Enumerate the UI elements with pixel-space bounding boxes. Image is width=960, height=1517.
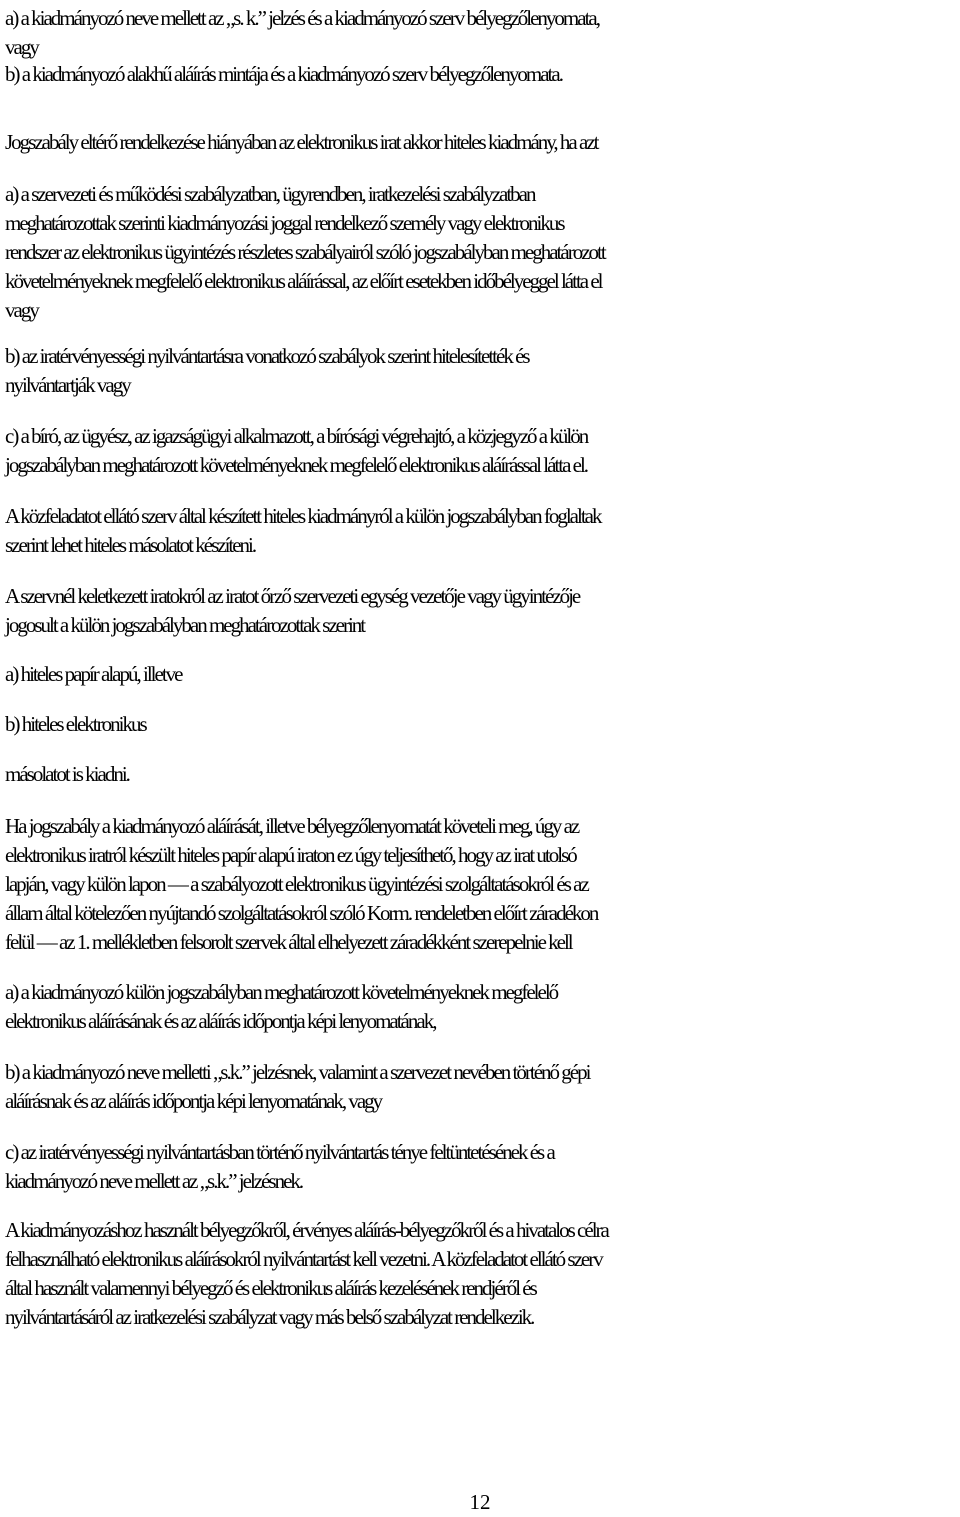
text-line: Jogszabály eltérő rendelkezése hiányában az elektronikus irat akkor hiteles kiadmány, ha azt [5,130,598,154]
text-line: követelményeknek megfelelő elektronikus aláírással, az előírt esetekben időbélyeggel látta el [5,269,602,293]
text-line: jogosult a külön jogszabályban meghatározottak szerint [5,613,365,637]
text-line: meghatározottak szerinti kiadmányozási joggal rendelkező személy vagy elektronikus [5,211,564,235]
paragraph [5,760,957,789]
text-line: lapján, vagy külön lapon ― a szabályozott elektronikus ügyintézési szolgáltatásokról és az [5,872,588,896]
paragraph [5,60,957,89]
paragraph [5,660,957,689]
text-line: nyilvántartják vagy [5,373,130,397]
paragraph [5,1138,957,1196]
text-line: elektronikus iratról készült hiteles papír alapú iraton ez úgy teljesíthető, hogy az irat utolsó [5,843,576,867]
text-line: A közfeladatot ellátó szerv által készített hiteles kiadmányról a külön jogszabályban foglaltak [5,504,601,528]
text-line: vagy [5,35,38,59]
paragraph [5,128,957,157]
text-line: c) a bíró, az ügyész, az igazságügyi alkalmazott, a bírósági végrehajtó, a közjegyző a külön [5,424,588,448]
text-line: aláírásnak és az aláírás időpontja képi lenyomatának, vagy [5,1089,382,1113]
paragraph [5,1058,957,1116]
text-line: nyilvántartásáról az iratkezelési szabályzat vagy más belső szabályzat rendelkezik. [5,1305,534,1329]
text-line: állam által kötelezően nyújtandó szolgáltatásokról szóló Korm. rendeletben előírt záradékon [5,901,598,925]
paragraph [5,582,957,640]
text-line: elektronikus aláírásának és az aláírás időpontja képi lenyomatának, [5,1009,436,1033]
paragraph [5,978,957,1036]
text-line: Ha jogszabály a kiadmányozó aláírását, illetve bélyegzőlenyomatát követeli meg, úgy az [5,814,579,838]
text-line: b) a kiadmányozó neve melletti „s.k.” jelzésnek, valamint a szervezet nevében történő gépi [5,1060,590,1084]
paragraph [5,422,957,480]
text-line: a) a szervezeti és működési szabályzatban, ügyrendben, iratkezelési szabályzatban [5,182,535,206]
text-line: felhasználható elektronikus aláírásokról nyilvántartást kell vezetni. A közfeladatot ellátó szerv [5,1247,602,1271]
text-line: másolatot is kiadni. [5,762,129,786]
text-line: c) az iratérvényességi nyilvántartásban történő nyilvántartás ténye feltüntetésének és a [5,1140,554,1164]
paragraph [5,1216,957,1332]
text-line: felül ― az 1. mellékletben felsorolt szervek által elhelyezett záradékként szerepelnie kell [5,930,572,954]
text-line: a) a kiadmányozó neve mellett az „s. k.” jelzés és a kiadmányozó szerv bélyegzőlenyomata, [5,6,599,30]
text-line: A kiadmányozáshoz használt bélyegzőkről, érvényes aláírás-bélyegzőkről és a hivatalos célra [5,1218,608,1242]
paragraph [5,710,957,739]
text-line: szerint lehet hiteles másolatot készíteni. [5,533,256,557]
text-line: kiadmányozó neve mellett az „s.k.” jelzésnek. [5,1169,303,1193]
text-line: a) hiteles papír alapú, illetve [5,662,182,686]
text-line: jogszabályban meghatározott követelményeknek megfelelő elektronikus aláírással látta el. [5,453,588,477]
paragraph [5,180,957,325]
page-number: 12 [469,1490,491,1514]
paragraph [5,4,957,62]
text-line: b) a kiadmányozó alakhű aláírás mintája és a kiadmányozó szerv bélyegzőlenyomata. [5,62,562,86]
text-line: A szervnél keletkezett iratokról az iratot őrző szervezeti egység vezetője vagy ügyintézője [5,584,580,608]
text-line: rendszer az elektronikus ügyintézés részletes szabályairól szóló jogszabályban meghatározott [5,240,605,264]
text-line: b) hiteles elektronikus [5,712,146,736]
paragraph [5,812,957,957]
text-line: vagy [5,298,38,322]
text-line: a) a kiadmányozó külön jogszabályban meghatározott követelményeknek megfelelő [5,980,558,1004]
text-line: által használt valamennyi bélyegző és elektronikus aláírás kezelésének rendjéről és [5,1276,536,1300]
paragraph [5,342,957,400]
paragraph [5,502,957,560]
text-line: b) az iratérvényességi nyilvántartásra vonatkozó szabályok szerint hitelesítették és [5,344,529,368]
